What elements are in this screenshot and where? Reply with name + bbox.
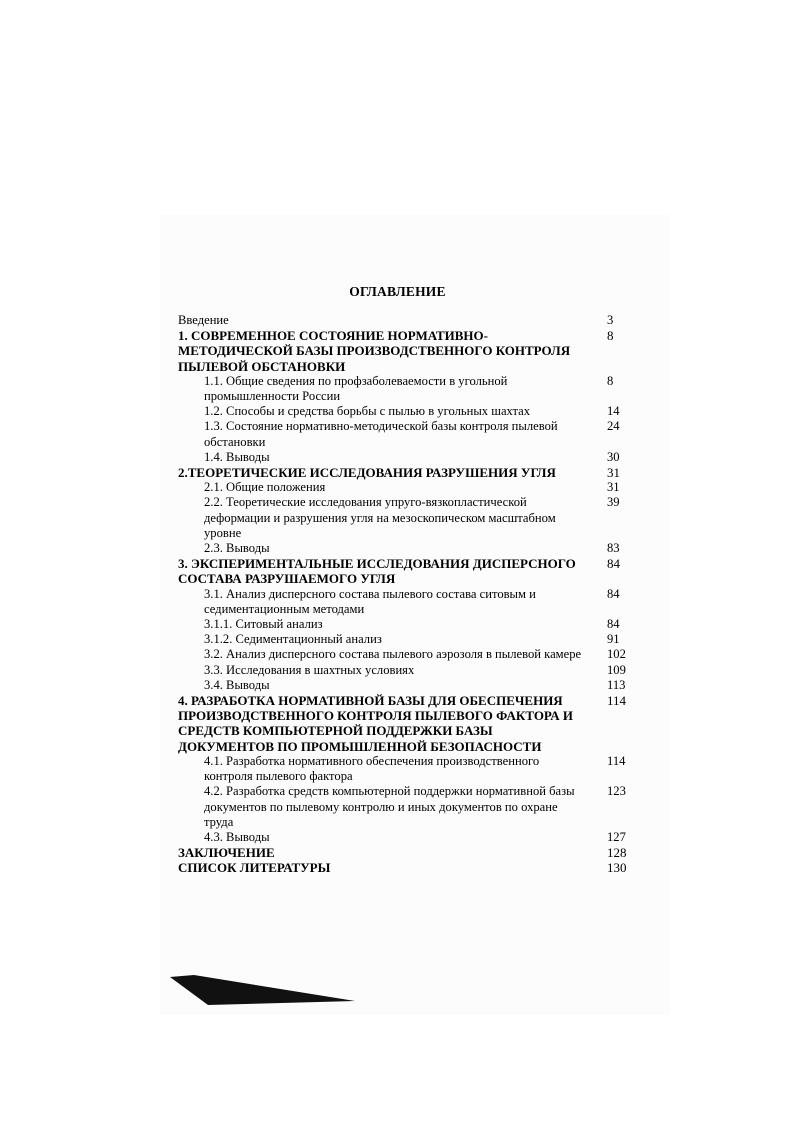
toc-page-number: 84	[607, 617, 620, 632]
toc-section-4-1[interactable]	[178, 754, 630, 784]
toc-references[interactable]	[178, 860, 630, 875]
toc-chapter-1[interactable]	[178, 328, 630, 374]
toc-page-number: 127	[607, 829, 626, 844]
toc-entry-text: СПИСОК ЛИТЕРАТУРЫ	[178, 860, 331, 876]
toc-entry-text: 2.ТЕОРЕТИЧЕСКИЕ ИССЛЕДОВАНИЯ РАЗРУШЕНИЯ УГЛЯ	[178, 465, 556, 481]
toc-page-number: 102	[607, 647, 626, 662]
toc-entry-text: 2.2. Теоретические исследования упруго-вязкопластической деформации и разрушения угля на мезоскопическом масштабном уровне	[204, 495, 556, 540]
toc-entry-text: 1. СОВРЕМЕННОЕ СОСТОЯНИЕ НОРМАТИВНО-МЕТОДИЧЕСКОЙ БАЗЫ ПРОИЗВОДСТВЕННОГО КОНТРОЛЯ ПЫЛЕВОЙ ОБСТАНОВКИ	[178, 328, 571, 374]
toc-page-number: 31	[607, 480, 620, 495]
table-of-contents	[178, 313, 630, 876]
toc-chapter-3[interactable]	[178, 556, 630, 586]
toc-section-1-4[interactable]	[178, 450, 630, 465]
toc-section-2-1[interactable]	[178, 480, 630, 495]
toc-page-number: 114	[607, 693, 627, 709]
toc-entry-text: 2.1. Общие положения	[204, 480, 326, 495]
toc-entry-text: 3. ЭКСПЕРИМЕНТАЛЬНЫЕ ИССЛЕДОВАНИЯ ДИСПЕРСНОГО СОСТАВА РАЗРУШАЕМОГО УГЛЯ	[178, 556, 576, 587]
toc-entry-text: 3.2. Анализ дисперсного состава пылевого аэрозоля в пылевой камере	[204, 647, 582, 662]
toc-section-1-3[interactable]	[178, 419, 630, 449]
toc-conclusion[interactable]	[178, 845, 630, 860]
toc-section-3-3[interactable]	[178, 663, 630, 678]
toc-section-2-3[interactable]	[178, 541, 630, 556]
toc-page-number: 8	[607, 373, 614, 388]
toc-section-3-1[interactable]	[178, 587, 630, 617]
toc-section-3-1-1[interactable]	[178, 617, 630, 632]
toc-page-number: 84	[607, 586, 620, 601]
toc-page-number: 109	[607, 662, 626, 677]
toc-entry-introduction[interactable]	[178, 313, 630, 328]
scan-shadow-mark	[170, 975, 360, 1005]
toc-entry-text: Введение	[178, 313, 229, 327]
toc-chapter-4[interactable]	[178, 693, 630, 754]
toc-entry-text: 4. РАЗРАБОТКА НОРМАТИВНОЙ БАЗЫ ДЛЯ ОБЕСПЕЧЕНИЯ ПРОИЗВОДСТВЕННОГО КОНТРОЛЯ ПЫЛЕВОГО ФАКТОРА И СРЕДСТВ КОМПЬЮТЕРНОЙ ПОДДЕРЖКИ БАЗЫ ДОКУМЕНТОВ ПО ПРОМЫШЛЕННОЙ БЕЗОПАСНОСТИ	[178, 693, 573, 754]
toc-entry-text: 4.1. Разработка нормативного обеспечения производственного контроля пылевого фактора	[204, 753, 540, 784]
toc-page-number: 91	[607, 632, 620, 647]
toc-entry-text: 3.1.2. Седиментационный анализ	[204, 632, 382, 647]
toc-page-number: 123	[607, 784, 626, 799]
toc-page-number: 113	[607, 677, 626, 692]
toc-entry-text: 1.4. Выводы	[204, 449, 270, 464]
toc-section-1-2[interactable]	[178, 404, 630, 419]
toc-page-number: 8	[607, 328, 614, 344]
toc-page-number: 24	[607, 419, 620, 434]
toc-entry-text: 1.2. Способы и средства борьбы с пылью в угольных шахтах	[204, 404, 531, 419]
toc-page-number: 3	[607, 313, 614, 327]
toc-page-number: 130	[607, 860, 627, 876]
toc-section-2-2[interactable]	[178, 495, 630, 541]
toc-section-3-1-2[interactable]	[178, 632, 630, 647]
toc-page-number: 114	[607, 753, 626, 768]
toc-page-number: 14	[607, 404, 620, 419]
toc-entry-text: 3.1.1. Ситовый анализ	[204, 617, 323, 632]
toc-chapter-2[interactable]	[178, 465, 630, 480]
toc-section-4-3[interactable]	[178, 830, 630, 845]
toc-page-number: 31	[607, 465, 620, 481]
toc-section-3-4[interactable]	[178, 678, 630, 693]
toc-entry-text: 3.1. Анализ дисперсного состава пылевого состава ситовым и седиментационным методами	[204, 586, 536, 616]
toc-heading: ОГЛАВЛЕНИЕ	[349, 284, 446, 299]
toc-page-number: 83	[607, 541, 620, 556]
toc-section-3-2[interactable]	[178, 647, 630, 662]
toc-entry-text: 4.3. Выводы	[204, 829, 270, 844]
toc-page-number: 84	[607, 556, 620, 572]
toc-entry-text: 1.3. Состояние нормативно-методической базы контроля пылевой обстановки	[204, 419, 558, 449]
toc-page-number: 30	[607, 449, 620, 464]
toc-entry-text: 1.1. Общие сведения по профзаболеваемости в угольной промышленности России	[204, 373, 508, 404]
toc-entry-text: ЗАКЛЮЧЕНИЕ	[178, 845, 275, 861]
toc-entry-text: 4.2. Разработка средств компьютерной поддержки нормативной базы документов по пылевому контролю и иных документов по охране труда	[204, 784, 575, 829]
toc-section-1-1[interactable]	[178, 374, 630, 404]
toc-entry-text: 2.3. Выводы	[204, 541, 270, 556]
toc-page-number: 39	[607, 495, 620, 510]
toc-entry-text: 3.3. Исследования в шахтных условиях	[204, 662, 415, 677]
toc-page-number: 128	[607, 845, 627, 861]
toc-section-4-2[interactable]	[178, 784, 630, 830]
toc-entry-text: 3.4. Выводы	[204, 677, 270, 692]
